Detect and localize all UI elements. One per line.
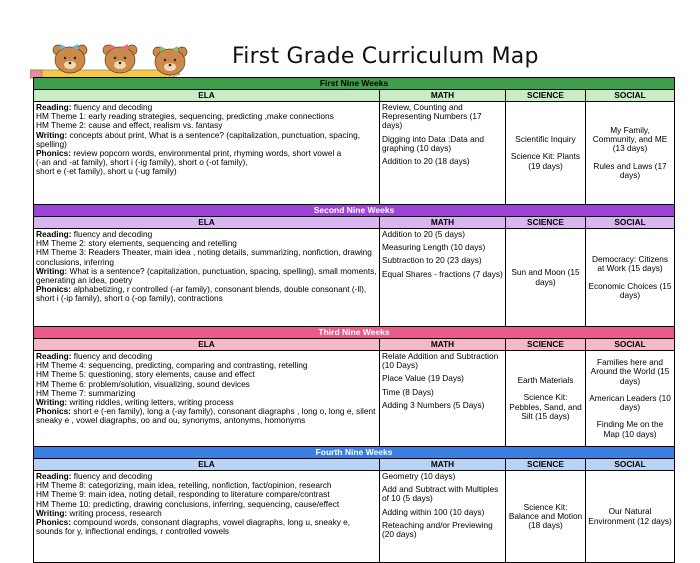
column-header-math: MATH	[380, 217, 506, 229]
column-header-math: MATH	[380, 339, 506, 351]
quarter-band	[34, 78, 675, 90]
science-cell	[506, 351, 586, 447]
ela-line-text: concepts about print, What is a sentence? (capitalization, punctuation, spacing, spelling)	[36, 129, 361, 149]
math-item: Add and Subtract with Multiples of 10 (5 days)	[382, 484, 499, 504]
math-cell	[380, 229, 506, 327]
math-cell	[380, 471, 506, 563]
ela-line-heading: Phonics:	[36, 517, 72, 528]
column-header-social: SOCIAL	[586, 339, 675, 351]
ela-line-text: HM Theme 5: questioning, story elements, cause and effect	[36, 369, 255, 380]
ela-line	[36, 285, 377, 303]
ela-line-text: HM Theme 2: story elements, sequencing and retelling	[36, 238, 237, 249]
quarter-band	[34, 327, 675, 339]
quarter-label: Fourth Nine Weeks	[34, 447, 675, 459]
quarter-band	[34, 447, 675, 459]
math-cell	[380, 102, 506, 205]
social-item: Economic Choices (15 days)	[588, 280, 672, 300]
science-item: Earth Materials	[517, 375, 574, 386]
ela-line-text: short e (-en family), long a (-ay family), consonant diagraphs , long o, long e, silent sneaky e , vowel diagraphs, oo and ou, synonyms, antonyms, homonyms	[36, 406, 376, 426]
math-item: Digging into Data :Data and graphing (10 days)	[382, 133, 484, 153]
ela-line-heading: Writing:	[36, 507, 68, 518]
ela-line-text: What is a sentence? (capitalization, punctuation, spacing, spelling), small moments, generating an idea, poetry	[36, 265, 377, 286]
ela-line-text: fluency and decoding	[71, 351, 153, 361]
column-header-social: SOCIAL	[586, 217, 675, 229]
quarter-content-row	[34, 102, 675, 205]
column-header-ela: ELA	[34, 459, 380, 471]
ela-line-text: HM Theme 6: problem/solution, visualizing, sound devices	[36, 378, 250, 389]
math-item: Adding 3 Numbers (5 Days)	[382, 399, 485, 410]
ela-line-text: HM Theme 8: categorizing, main idea, retelling, nonfiction, fact/opinion, research	[36, 480, 332, 491]
ela-line	[36, 518, 377, 536]
science-cell	[506, 102, 586, 205]
math-cell	[380, 351, 506, 447]
page-title: First Grade Curriculum Map	[232, 44, 539, 69]
math-item: Addition to 20 (18 days)	[382, 156, 470, 167]
social-item: Finding Me on the Map (10 days)	[596, 419, 664, 439]
ela-line-text: fluency and decoding	[71, 102, 153, 112]
math-item: Equal Shares - fractions (7 days)	[382, 268, 503, 279]
ela-line-heading: Writing:	[36, 265, 68, 276]
ela-line-text: review popcorn words, environmental print, rhyming words, short vowel a	[71, 148, 342, 159]
ela-line-text: HM Theme 1: early reading strategies, sequencing, predicting ,make connections	[36, 111, 334, 122]
math-item: Reteaching and/or Previewing (20 days)	[382, 519, 493, 540]
column-header-math: MATH	[380, 459, 506, 471]
social-item: Our Natural Environment (12 days)	[588, 506, 672, 526]
math-item: Review, Counting and Representing Numbers (17 days)	[382, 102, 482, 131]
social-item: My Family, Community, and ME (13 days)	[592, 124, 668, 154]
column-header-ela: ELA	[34, 217, 380, 229]
ela-line-heading: Writing:	[36, 129, 68, 140]
science-item: Science Kit: Plants (19 days)	[510, 151, 581, 171]
ela-line-heading: Reading:	[36, 102, 72, 112]
math-item: Place Value (19 Days)	[382, 373, 464, 384]
column-header-social: SOCIAL	[586, 459, 675, 471]
quarter-band	[34, 205, 675, 217]
ela-line-heading: Writing:	[36, 397, 68, 408]
social-cell	[586, 471, 675, 563]
science-item: Science Kit: Balance and Motion (18 days)	[508, 501, 583, 531]
social-cell	[586, 102, 675, 205]
quarter-label: Third Nine Weeks	[34, 327, 675, 339]
ela-line-text: HM Theme 9: main idea, noting detail, responding to literature compare/contrast	[36, 489, 330, 500]
math-item: Adding within 100 (10 days)	[382, 506, 485, 517]
ela-line-text: HM Theme 3: Readers Theater, main idea , noting details, summarizing, nonfiction, drawing conclusions, inferring	[36, 247, 372, 267]
column-header-science: SCIENCE	[506, 217, 586, 229]
ela-line-heading: Phonics:	[36, 406, 72, 417]
ela-line	[36, 131, 377, 149]
ela-cell	[34, 351, 380, 447]
math-item: Relate Addition and Subtraction (10 Days)	[382, 351, 499, 371]
quarter-content-row	[34, 471, 675, 563]
ela-line-text: writing process, research	[67, 507, 162, 518]
ela-line-text: short e (-et family), short u (-ug family)	[36, 166, 177, 177]
ela-line-heading: Phonics:	[36, 284, 72, 295]
ela-line-text: HM Theme 4: sequencing, predicting, comparing and contrasting, retelling	[36, 360, 308, 371]
curriculum-table	[33, 77, 675, 563]
ela-line-text: writing riddles, writing letters, writing process	[67, 397, 234, 408]
ela-cell	[34, 102, 380, 205]
ela-line-text: fluency and decoding	[71, 471, 153, 481]
ela-line-text: HM Theme 10: predicting, drawing conclusions, inferring, sequencing, cause/effect	[36, 498, 340, 509]
ela-line	[36, 267, 377, 285]
social-item: Democracy: Citizens at Work (15 days)	[591, 254, 669, 274]
ela-line-text: (-an and -at family), short i (-ig family), short o (-ot family),	[36, 157, 248, 168]
ela-line	[36, 167, 377, 176]
ela-cell	[34, 229, 380, 327]
ela-line-heading: Reading:	[36, 229, 72, 239]
quarter-content-row	[34, 229, 675, 327]
social-item: Families here and Around the World (15 days)	[590, 357, 670, 386]
ela-cell	[34, 471, 380, 563]
column-header-science: SCIENCE	[506, 339, 586, 351]
ela-line-text: HM Theme 7: summarizing	[36, 387, 136, 398]
ela-line-text: HM Theme 2: cause and effect, realism vs. fantasy	[36, 120, 223, 131]
column-header-social: SOCIAL	[586, 90, 675, 102]
math-item: Measuring Length (10 days)	[382, 242, 486, 253]
science-item: Scientific Inquiry	[515, 134, 576, 145]
quarter-label: First Nine Weeks	[34, 78, 675, 90]
column-header-row	[34, 90, 675, 102]
ela-line	[36, 248, 377, 266]
teddy-bears-illustration	[30, 38, 220, 82]
ela-line-text: fluency and decoding	[71, 229, 153, 239]
social-item: American Leaders (10 days)	[589, 392, 671, 413]
column-header-science: SCIENCE	[506, 459, 586, 471]
science-item: Science Kit: Pebbles, Sand, and Silt (15 days)	[509, 392, 582, 421]
ela-line-heading: Phonics:	[36, 148, 72, 159]
ela-line-heading: Reading:	[36, 471, 72, 481]
column-header-ela: ELA	[34, 90, 380, 102]
ela-line-heading: Reading:	[36, 351, 72, 361]
header	[0, 0, 700, 80]
math-item: Subtraction to 20 (23 days)	[382, 255, 482, 266]
column-header-science: SCIENCE	[506, 90, 586, 102]
social-cell	[586, 351, 675, 447]
social-cell	[586, 229, 675, 327]
math-item: Geometry (10 days)	[382, 471, 456, 481]
column-header-row	[34, 339, 675, 351]
column-header-ela: ELA	[34, 339, 380, 351]
science-cell	[506, 471, 586, 563]
ela-line	[36, 407, 377, 425]
math-item: Addition to 20 (5 days)	[382, 229, 466, 239]
science-item: Sun and Moon (15 days)	[511, 267, 580, 287]
ela-line-text: compound words, consonant diagraphs, vowel diagraphs, long u, sneaky e, sounds for y, inflectional endings, r controlled vowels	[36, 517, 351, 537]
column-header-row	[34, 459, 675, 471]
column-header-math: MATH	[380, 90, 506, 102]
ela-line-text: alphabetizing, r controlled (-ar family), consonant blends, double consonant (-ll), short i (-ip family), short o (-op family), contractions	[36, 284, 367, 304]
science-cell	[506, 229, 586, 327]
quarter-label: Second Nine Weeks	[34, 205, 675, 217]
column-header-row	[34, 217, 675, 229]
social-item: Rules and Laws (17 days)	[593, 160, 667, 180]
quarter-content-row	[34, 351, 675, 447]
math-item: Time (8 Days)	[382, 386, 434, 397]
